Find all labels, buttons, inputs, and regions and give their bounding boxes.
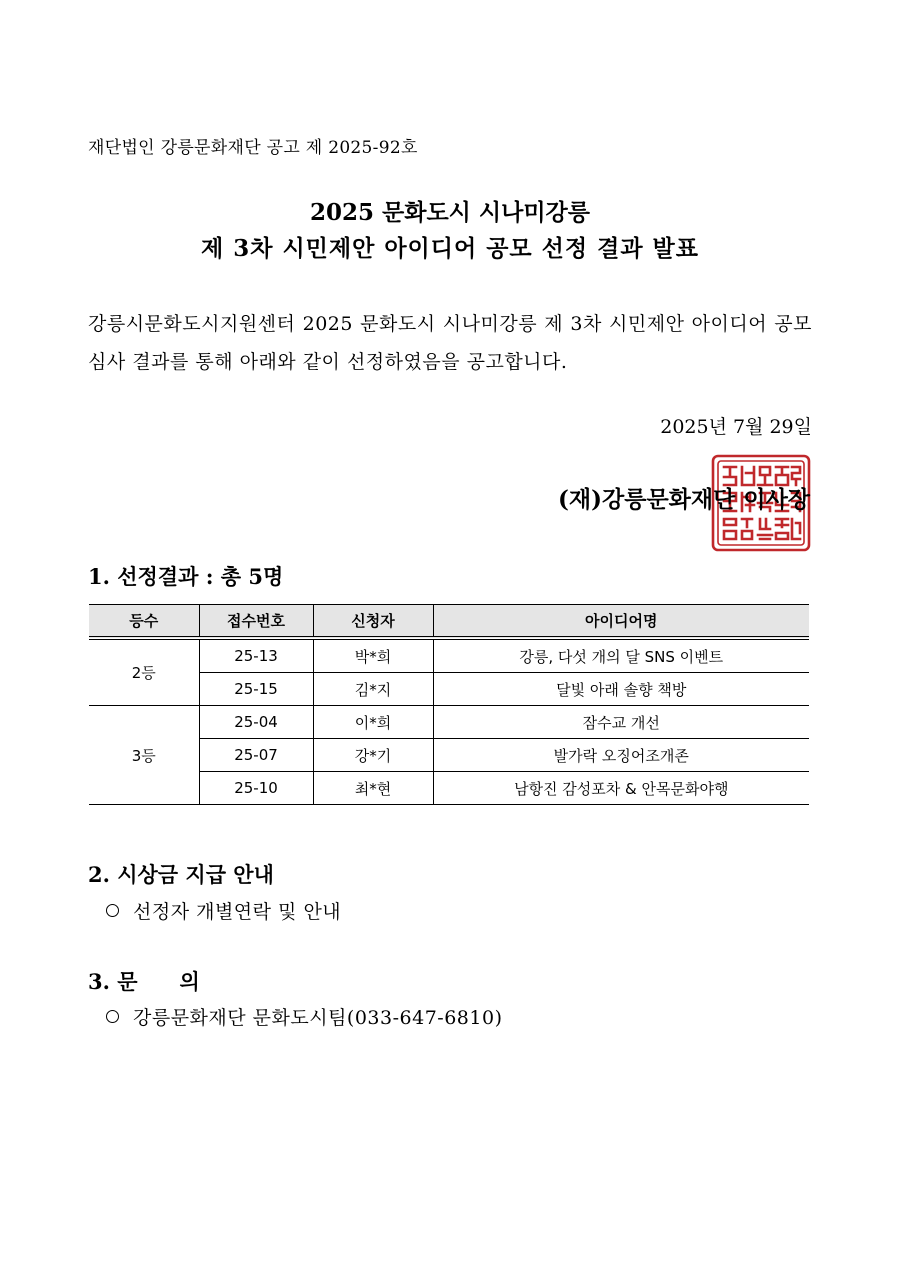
number-cell: 25-04 bbox=[199, 706, 313, 739]
applicant-cell: 박*희 bbox=[313, 638, 433, 673]
circle-bullet-icon bbox=[106, 904, 119, 917]
section-2-title: 2. 시상금 지급 안내 bbox=[88, 862, 274, 887]
table-header-row bbox=[89, 605, 809, 639]
section-1-title: 1. 선정결과 : 총 5명 bbox=[88, 564, 284, 589]
circle-bullet-icon bbox=[106, 1010, 119, 1023]
idea-cell: 남항진 감성포차 & 안목문화야행 bbox=[433, 772, 809, 805]
section-3-bullet bbox=[106, 1003, 502, 1030]
number-cell: 25-13 bbox=[199, 638, 313, 673]
header-number: 접수번호 bbox=[199, 605, 313, 639]
document-title-line1: 2025 문화도시 시나미강릉 bbox=[310, 199, 590, 226]
header-applicant: 신청자 bbox=[313, 605, 433, 639]
table-row bbox=[89, 638, 809, 673]
idea-cell: 잠수교 개선 bbox=[433, 706, 809, 739]
notice-number: 재단법인 강릉문화재단 공고 제 2025-92호 bbox=[88, 138, 418, 158]
document-title-line2: 제 3차 시민제안 아이디어 공모 선정 결과 발표 bbox=[201, 235, 699, 262]
applicant-cell: 이*희 bbox=[313, 706, 433, 739]
rank-cell: 2등 bbox=[89, 638, 199, 706]
rank-cell: 3등 bbox=[89, 706, 199, 805]
number-cell: 25-10 bbox=[199, 772, 313, 805]
results-table bbox=[89, 604, 809, 805]
section-2-bullet bbox=[106, 897, 341, 924]
announcement-date: 2025년 7월 29일 bbox=[660, 416, 812, 438]
applicant-cell: 김*지 bbox=[313, 673, 433, 706]
announcement-body: 강릉시문화도시지원센터 2025 문화도시 시나미강릉 제 3차 시민제안 아이디어 공모 심사 결과를 통해 아래와 같이 선정하였음을 공고합니다. bbox=[88, 313, 812, 373]
section-2-bullet-text: 선정자 개별연락 및 안내 bbox=[133, 901, 342, 923]
number-cell: 25-07 bbox=[199, 739, 313, 772]
applicant-cell: 강*기 bbox=[313, 739, 433, 772]
section-3-bullet-text: 강릉문화재단 문화도시팀(033-647-6810) bbox=[133, 1007, 503, 1029]
table-row bbox=[89, 706, 809, 739]
header-idea: 아이디어명 bbox=[433, 605, 809, 639]
idea-cell: 발가락 오징어조개존 bbox=[433, 739, 809, 772]
signer-name: (재)강릉문화재단 이사장 bbox=[558, 486, 810, 513]
idea-cell: 강릉, 다섯 개의 달 SNS 이벤트 bbox=[433, 638, 809, 673]
section-3-title: 3. 문 의 bbox=[88, 969, 200, 994]
idea-cell: 달빛 아래 솔향 책방 bbox=[433, 673, 809, 706]
header-rank: 등수 bbox=[89, 605, 199, 639]
number-cell: 25-15 bbox=[199, 673, 313, 706]
applicant-cell: 최*현 bbox=[313, 772, 433, 805]
